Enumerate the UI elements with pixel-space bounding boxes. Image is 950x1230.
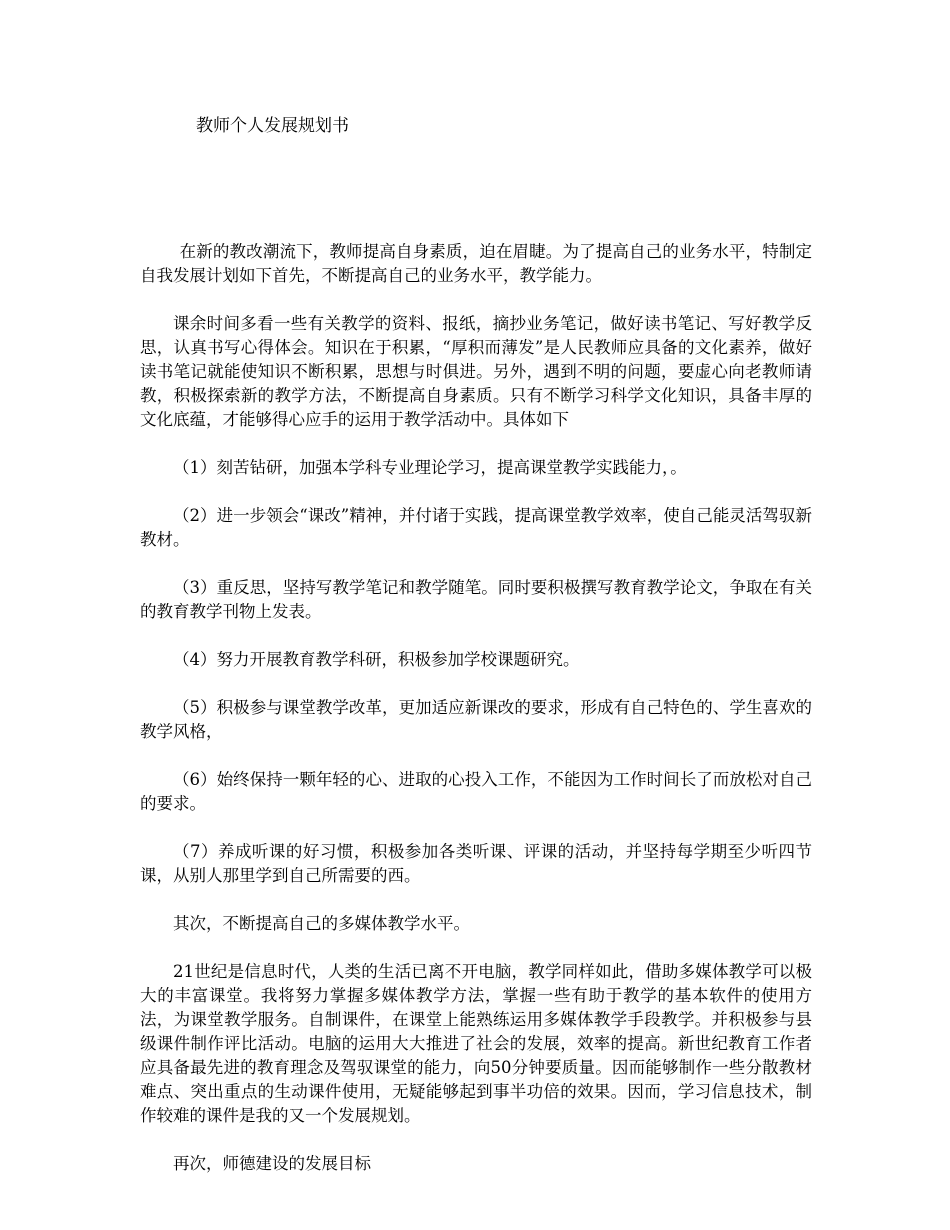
list-item-5: （5）积极参与课堂教学改革，更加适应新课改的要求，形成有自己特色的、学生喜欢的教学风格，: [140, 698, 812, 741]
paragraph-intro: 在新的教改潮流下，教师提高自身素质，迫在眉睫。为了提高自己的业务水平，特制定自我发展计划如下首先，不断提高自己的业务水平，教学能力。: [140, 242, 812, 285]
paragraph-multimedia: 21世纪是信息时代，人类的生活已离不开电脑，教学同样如此，借助多媒体教学可以极大的丰富课堂。我将努力掌握多媒体教学方法，掌握一些有助于教学的基本软件的使用方法，为课堂教学服务。自制课件，在课堂上能熟练运用多媒体教学手段教学。并积极参与县级课件制作评比活动。电脑的运用大大推进了社会的发展，效率的提高。新世纪教育工作者应具备最先进的教育理念及驾驭课堂的能力，向50分钟要质量。因而能够制作一些分散教材难点、突出重点的生动课件使用，无疑能够起到事半功倍的效果。因而，学习信息技术，制作较难的课件是我的又一个发展规划。: [140, 962, 812, 1125]
document-title: 教师个人发展规划书: [196, 116, 349, 136]
list-item-1: （1）刻苦钻研，加强本学科专业理论学习，提高课堂教学实践能力，。: [173, 458, 687, 477]
section-heading-multimedia: 其次，不断提高自己的多媒体教学水平。: [173, 914, 470, 933]
section-heading-ethics: 再次，师德建设的发展目标: [173, 1154, 371, 1173]
list-item-3: （3）重反思，坚持写教学笔记和教学随笔。同时要积极撰写教育教学论文，争取在有关的教育教学刊物上发表。: [140, 578, 812, 621]
paragraph-study: 课余时间多看一些有关教学的资料、报纸，摘抄业务笔记，做好读书笔记、写好教学反思，认真书写心得体会。知识在于积累，“厚积而薄发”是人民教师应具备的文化素养，做好读书笔记就能使知识不断积累，思想与时俱进。另外，遇到不明的问题，要虚心向老教师请教，积极探索新的教学方法，不断提高自身素质。只有不断学习科学文化知识，具备丰厚的文化底蕴，才能够得心应手的运用于教学活动中。具体如下: [140, 314, 812, 429]
document-body: [140, 240, 812, 1200]
list-item-2: （2）进一步领会“课改”精神，并付诸于实践，提高课堂教学效率，使自己能灵活驾驭新教材。: [140, 506, 812, 549]
list-item-4: （4）努力开展教育教学科研，积极参加学校课题研究。: [173, 650, 580, 669]
list-item-7: （7）养成听课的好习惯，积极参加各类听课、评课的活动，并坚持每学期至少听四节课，从别人那里学到自己所需要的西。: [140, 842, 812, 885]
list-item-6: （6）始终保持一颗年轻的心、进取的心投入工作，不能因为工作时间长了而放松对自己的要求。: [140, 770, 812, 813]
